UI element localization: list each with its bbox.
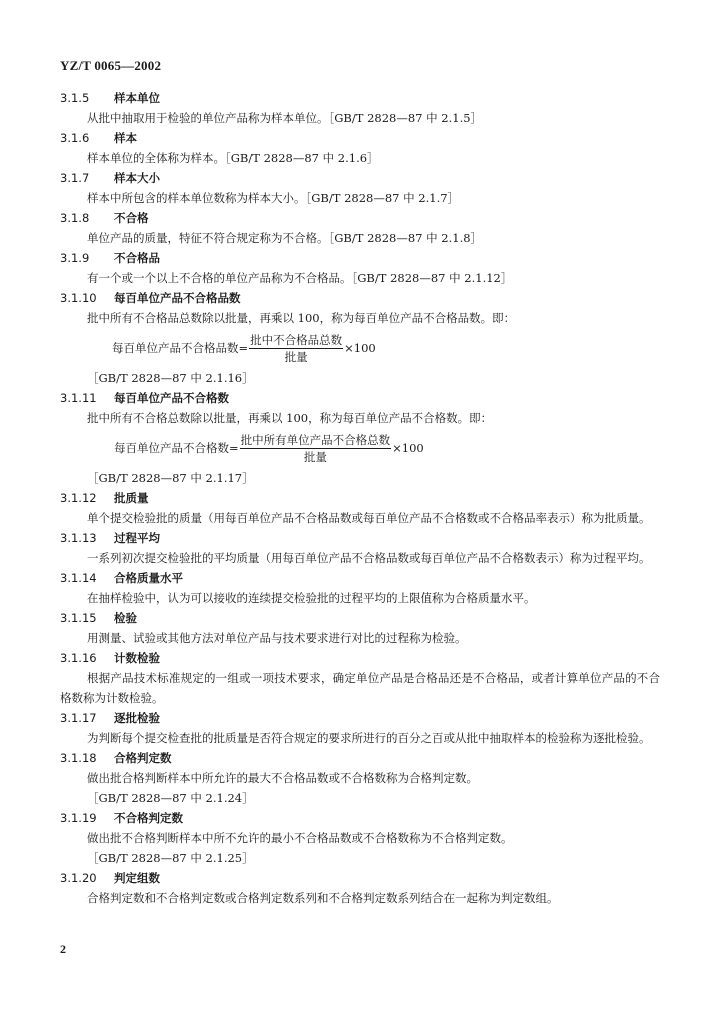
page-number: 2 [60,942,66,956]
clause-text: 批中所有不合格总数除以批量，再乘以 100，称为每百单位产品不合格数。即： [87,411,493,425]
clause-number: 3.1.8 [60,211,90,225]
clause-title: 不合格品 [114,251,160,265]
clause-3-1-15 [60,608,660,648]
clause-heading [60,88,660,108]
clause-reference: ［GB/T 2828—87 中 2.1.25］ [87,851,254,865]
clause-heading [60,868,660,888]
clause-number: 3.1.19 [60,811,97,825]
formula-multiplier: ×100 [344,341,376,355]
clause-title: 样本 [114,131,137,145]
clause-3-1-5 [60,88,660,128]
clause-title: 过程平均 [114,531,160,545]
formula-lhs: 每百单位产品不合格数= [114,441,239,455]
clause-reference: ［GB/T 2828—87 中 2.1.17］ [87,471,254,485]
formula-lhs: 每百单位产品不合格品数= [112,341,249,355]
definitions-section [60,88,660,908]
clause-heading [60,288,660,308]
clause-reference: ［GB/T 2828—87 中 2.1.16］ [87,371,254,385]
clause-number: 3.1.15 [60,611,97,625]
clause-text: 批中所有不合格品总数除以批量，再乘以 100，称为每百单位产品不合格品数。即： [87,311,516,325]
clause-number: 3.1.12 [60,491,97,505]
formula-multiplier: ×100 [392,441,424,455]
clause-3-1-18 [60,748,660,808]
clause-heading [60,528,660,548]
formula-fraction [249,332,343,365]
formula-defects-per-hundred [60,428,660,468]
clause-text: 根据产品技术标准规定的一组或一项技术要求，确定单位产品是合格品还是不合格品，或者计算单位产品的不合格数称为计数检验。 [60,671,660,705]
clause-3-1-14 [60,568,660,608]
clause-title: 批质量 [114,491,149,505]
clause-text: 样本中所包含的样本单位数称为样本大小。［GB/T 2828—87 中 2.1.7］ [87,191,460,205]
clause-heading [60,808,660,828]
clause-3-1-16 [60,648,660,708]
clause-text: 一系列初次提交检验批的平均质量（用每百单位产品不合格品数或每百单位产品不合格数表示）称为过程平均。 [87,551,651,565]
clause-title: 检验 [114,611,137,625]
clause-heading [60,128,660,148]
formula-numerator: 批中所有单位产品不合格总数 [240,432,391,447]
clause-text: 用测量、试验或其他方法对单位产品与技术要求进行对比的过程称为检验。 [87,631,467,645]
clause-3-1-6 [60,128,660,168]
clause-title: 不合格 [114,211,149,225]
clause-heading [60,208,660,228]
clause-3-1-12 [60,488,660,528]
clause-heading [60,568,660,588]
clause-heading [60,488,660,508]
clause-number: 3.1.13 [60,531,97,545]
clause-text: 在抽样检验中，认为可以接收的连续提交检验批的过程平均的上限值称为合格质量水平。 [87,591,536,605]
clause-text: 做出批不合格判断样本中所不允许的最小不合格品数或不合格数称为不合格判定数。 [87,831,513,845]
clause-text: 合格判定数和不合格判定数或合格判定数系列和不合格判定数系列结合在一起称为判定数组。 [87,891,559,905]
clause-3-1-19 [60,808,660,868]
clause-3-1-17 [60,708,660,748]
clause-title: 样本大小 [114,171,160,185]
clause-heading [60,708,660,728]
clause-number: 3.1.7 [60,171,90,185]
clause-title: 逐批检验 [114,711,160,725]
clause-title: 判定组数 [114,871,160,885]
clause-3-1-20 [60,868,660,908]
clause-text: 有一个或一个以上不合格的单位产品称为不合格品。［GB/T 2828—87 中 2.1.12］ [87,271,513,285]
clause-3-1-8 [60,208,660,248]
clause-title: 每百单位产品不合格数 [114,391,229,405]
clause-heading [60,248,660,268]
formula-fraction [240,432,392,465]
formula-defective-per-hundred [60,328,660,368]
clause-text: 单位产品的质量，特征不符合规定称为不合格。［GB/T 2828—87 中 2.1.8］ [87,231,483,245]
clause-3-1-10 [60,288,660,388]
clause-title: 合格判定数 [114,751,172,765]
clause-3-1-9 [60,248,660,288]
clause-title: 每百单位产品不合格品数 [114,291,241,305]
clause-number: 3.1.11 [60,391,97,405]
clause-text: 样本单位的全体称为样本。［GB/T 2828—87 中 2.1.6］ [87,151,379,165]
clause-3-1-13 [60,528,660,568]
clause-number: 3.1.6 [60,131,90,145]
clause-number: 3.1.5 [60,91,90,105]
clause-number: 3.1.18 [60,751,97,765]
clause-text: 单个提交检验批的质量（用每百单位产品不合格品数或每百单位产品不合格数或不合格品率表示）称为批质量。 [87,511,651,525]
clause-title: 样本单位 [114,91,160,105]
clause-3-1-7 [60,168,660,208]
standard-code: YZ/T 0065—2002 [60,58,162,73]
clause-number: 3.1.16 [60,651,97,665]
clause-number: 3.1.17 [60,711,97,725]
formula-numerator: 批中不合格品总数 [250,332,343,347]
formula-denominator: 批量 [284,349,308,364]
clause-heading [60,388,660,408]
clause-number: 3.1.14 [60,571,97,585]
clause-3-1-11 [60,388,660,488]
clause-title: 合格质量水平 [114,571,183,585]
clause-title: 不合格判定数 [114,811,183,825]
clause-heading [60,608,660,628]
clause-title: 计数检验 [114,651,160,665]
clause-number: 3.1.9 [60,251,90,265]
formula-denominator: 批量 [303,449,327,464]
clause-number: 3.1.10 [60,291,97,305]
clause-number: 3.1.20 [60,871,97,885]
clause-text: 做出批合格判断样本中所允许的最大不合格品数或不合格数称为合格判定数。 [87,771,478,785]
clause-heading [60,168,660,188]
clause-text: 从批中抽取用于检验的单位产品称为样本单位。［GB/T 2828—87 中 2.1.5］ [87,111,483,125]
clause-reference: ［GB/T 2828—87 中 2.1.24］ [87,791,254,805]
clause-heading [60,648,660,668]
clause-text: 为判断每个提交检查批的批质量是否符合规定的要求所进行的百分之百或从批中抽取样本的检验称为逐批检验。 [87,731,651,745]
clause-heading [60,748,660,768]
